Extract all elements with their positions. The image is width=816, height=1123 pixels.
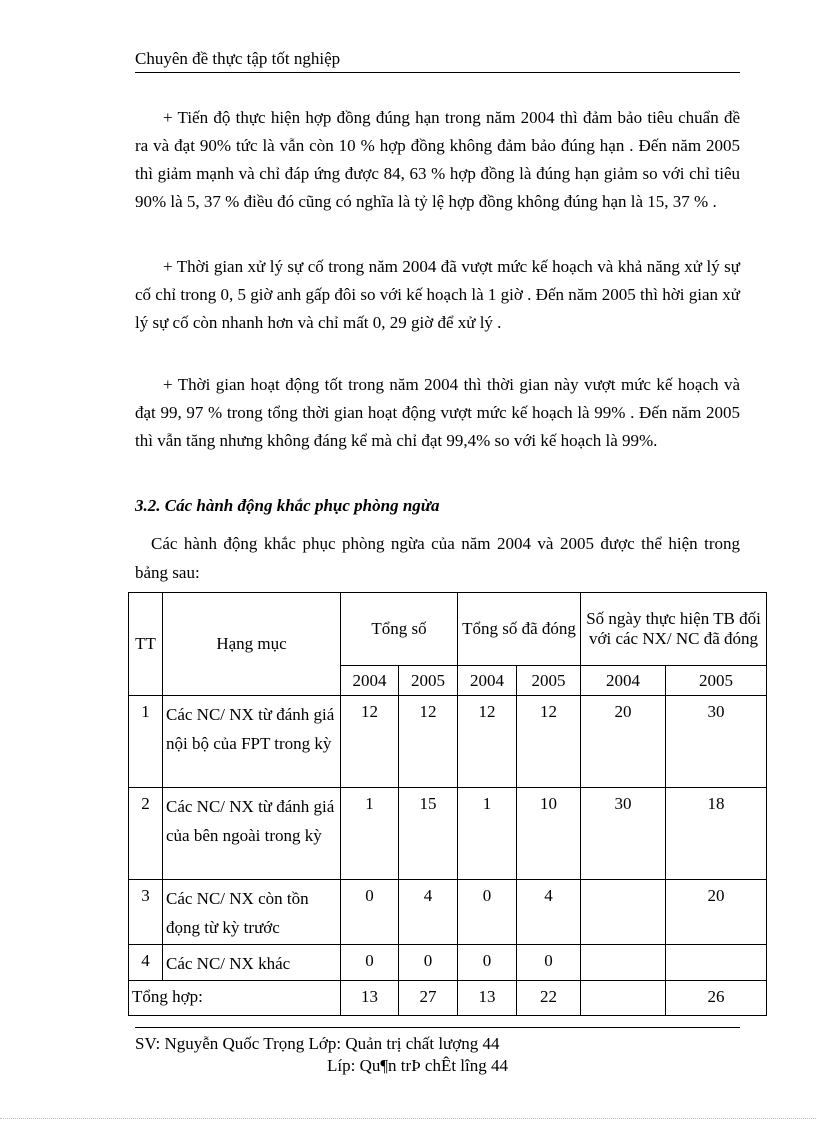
cell-value: 12	[517, 696, 581, 788]
row-number: 3	[129, 880, 163, 945]
footer-class-garbled: Líp: Qu¶n trÞ chÊt lîng 44	[327, 1056, 508, 1075]
table-intro: Các hành động khắc phục phòng ngừa của năm 2004 và 2005 được thể hiện trong bảng sau:	[135, 534, 740, 582]
row-number: 1	[129, 696, 163, 788]
footer-divider	[135, 1027, 740, 1028]
cell-value: 1	[458, 788, 517, 880]
table-row	[129, 696, 767, 788]
header-closed: Tổng số đã đóng	[458, 593, 581, 666]
total-value: 13	[341, 981, 399, 1016]
cell-value	[581, 945, 666, 981]
header-year: 2005	[517, 666, 581, 696]
total-value: 22	[517, 981, 581, 1016]
cell-value: 10	[517, 788, 581, 880]
cell-value: 0	[341, 880, 399, 945]
table-row	[129, 880, 767, 945]
cell-value: 1	[341, 788, 399, 880]
header-year: 2004	[341, 666, 399, 696]
row-item: Các NC/ NX từ đánh giá của bên ngoài trong kỳ	[163, 788, 341, 880]
header-year: 2004	[458, 666, 517, 696]
header-total: Tổng số	[341, 593, 458, 666]
header-avg-days: Số ngày thực hiện TB đối với các NX/ NC đã đóng	[581, 593, 767, 666]
row-item: Các NC/ NX từ đánh giá nội bộ của FPT trong kỳ	[163, 696, 341, 788]
cell-value: 12	[458, 696, 517, 788]
page-header: Chuyên đề thực tập tốt nghiệp	[135, 48, 740, 73]
row-number: 2	[129, 788, 163, 880]
paragraph-contract-timeliness: + Tiến độ thực hiện hợp đồng đúng hạn trong năm 2004 thì đảm bảo tiêu chuẩn đề ra và đạt 90% tức là vẫn còn 10 % hợp đồng không đảm bảo đúng hạn . Đến năm 2005 thì giảm mạnh và chỉ đáp ứng được 84, 63 % hợp đồng là đúng hạn giảm so với chỉ tiêu 90% là 5, 37 % điều đó cũng có nghĩa là tỷ lệ hợp đồng không đúng hạn là 15, 37 % .	[135, 108, 740, 211]
cell-value: 4	[399, 880, 458, 945]
header-year: 2004	[581, 666, 666, 696]
row-item: Các NC/ NX còn tồn đọng từ kỳ trước	[163, 880, 341, 945]
footer-student: SV: Nguyễn Quốc Trọng Lớp: Quản trị chất lượng 44	[135, 1034, 500, 1053]
row-number: 4	[129, 945, 163, 981]
cell-value: 0	[399, 945, 458, 981]
cell-value	[581, 880, 666, 945]
total-value	[581, 981, 666, 1016]
cell-value: 0	[341, 945, 399, 981]
header-year: 2005	[399, 666, 458, 696]
page-bottom-divider	[0, 1118, 816, 1119]
cell-value: 15	[399, 788, 458, 880]
cell-value: 4	[517, 880, 581, 945]
paragraph-incident-handling: + Thời gian xử lý sự cố trong năm 2004 đã vượt mức kế hoạch và khả năng xử lý sự cố chỉ trong 0, 5 giờ anh gấp đôi so với kế hoạch là 1 giờ . Đến năm 2005 thì hời gian xử lý sự cố còn nhanh hơn và chỉ mất 0, 29 giờ để xử lý .	[135, 257, 740, 332]
cell-value: 0	[517, 945, 581, 981]
cell-value: 12	[341, 696, 399, 788]
total-label: Tổng hợp:	[129, 981, 341, 1016]
cell-value: 20	[581, 696, 666, 788]
cell-value: 30	[581, 788, 666, 880]
cell-value: 0	[458, 880, 517, 945]
table-row	[129, 945, 767, 981]
corrective-actions-table	[128, 592, 767, 1016]
total-value: 26	[666, 981, 767, 1016]
cell-value: 30	[666, 696, 767, 788]
cell-value	[666, 945, 767, 981]
cell-value: 20	[666, 880, 767, 945]
header-year: 2005	[666, 666, 767, 696]
header-item: Hạng mục	[163, 593, 341, 696]
total-value: 13	[458, 981, 517, 1016]
paragraph-uptime: + Thời gian hoạt động tốt trong năm 2004 thì thời gian này vượt mức kế hoạch và đạt 99, 97 % trong tổng thời gian hoạt động vượt mức kế hoạch là 99% . Đến năm 2005 thì vẫn tăng nhưng không đáng kể mà chỉ đạt 99,4% so với kế hoạch là 99%.	[135, 375, 740, 450]
section-title: 3.2. Các hành động khắc phục phòng ngừa	[135, 496, 440, 515]
header-tt: TT	[129, 593, 163, 696]
cell-value: 18	[666, 788, 767, 880]
cell-value: 0	[458, 945, 517, 981]
table-total-row	[129, 981, 767, 1016]
total-value: 27	[399, 981, 458, 1016]
row-item: Các NC/ NX khác	[163, 945, 341, 981]
table-row	[129, 788, 767, 880]
cell-value: 12	[399, 696, 458, 788]
